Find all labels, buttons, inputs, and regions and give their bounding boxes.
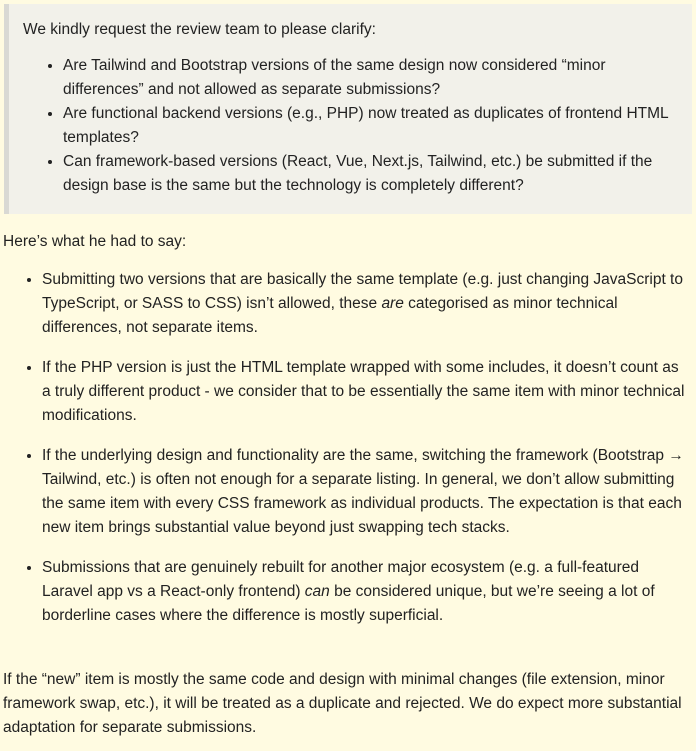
quote-question-list [23,54,678,198]
quote-question-item: • Are Tailwind and Bootstrap versions of the same design now considered “minor differences” and not allowed as separate submissions? [63,54,678,102]
answer-list [2,268,686,644]
answer-emphasis: are [381,295,404,312]
answer-text: If the underlying design and functionality are the same, switching the framework (Bootstrap → Tailwind, etc.) is often not enough for a separate listing. In general, we don’t allow submitting the same item with every CSS framework as individual products. The expectation is that each new item brings substantial value beyond just swapping tech stacks. [42,447,684,536]
answer-item [42,356,686,428]
answer-item [42,268,686,340]
quote-question-item: • Are functional backend versions (e.g., PHP) now treated as duplicates of frontend HTML templates? [63,102,678,150]
reply-intro-text: Here’s what he had to say: [3,233,187,250]
answer-text: Submitting two versions that are basically the same template (e.g. just changing JavaScript to TypeScript, or SASS to CSS) isn’t allowed, these [42,271,683,312]
closing-paragraph: If the “new” item is mostly the same code and design with minimal changes (file extension, minor framework swap, etc.), it will be treated as a duplicate and rejected. We do expect more substantial adaptation for separate submissions. [3,671,682,736]
answer-text: If the PHP version is just the HTML template wrapped with some includes, it doesn’t count as a truly different product - we consider that to be essentially the same item with minor technical modifications. [42,359,685,424]
quoted-question-block [4,4,692,214]
answer-emphasis: can [304,583,330,600]
answer-item [42,444,686,540]
answer-text: Submissions that are genuinely rebuilt for another major ecosystem (e.g. a full-featured Laravel app vs a React-only frontend) [42,559,640,600]
answer-text: be considered unique, but we’re seeing a lot of borderline cases where the difference is mostly superficial. [42,583,655,624]
quote-intro-text: We kindly request the review team to please clarify: [23,21,376,38]
answer-text: categorised as minor technical differences, not separate items. [42,295,618,336]
answer-item [42,556,686,628]
quote-question-item: • Can framework-based versions (React, Vue, Next.js, Tailwind, etc.) be submitted if the design base is the same but the technology is completely different? [63,150,678,198]
